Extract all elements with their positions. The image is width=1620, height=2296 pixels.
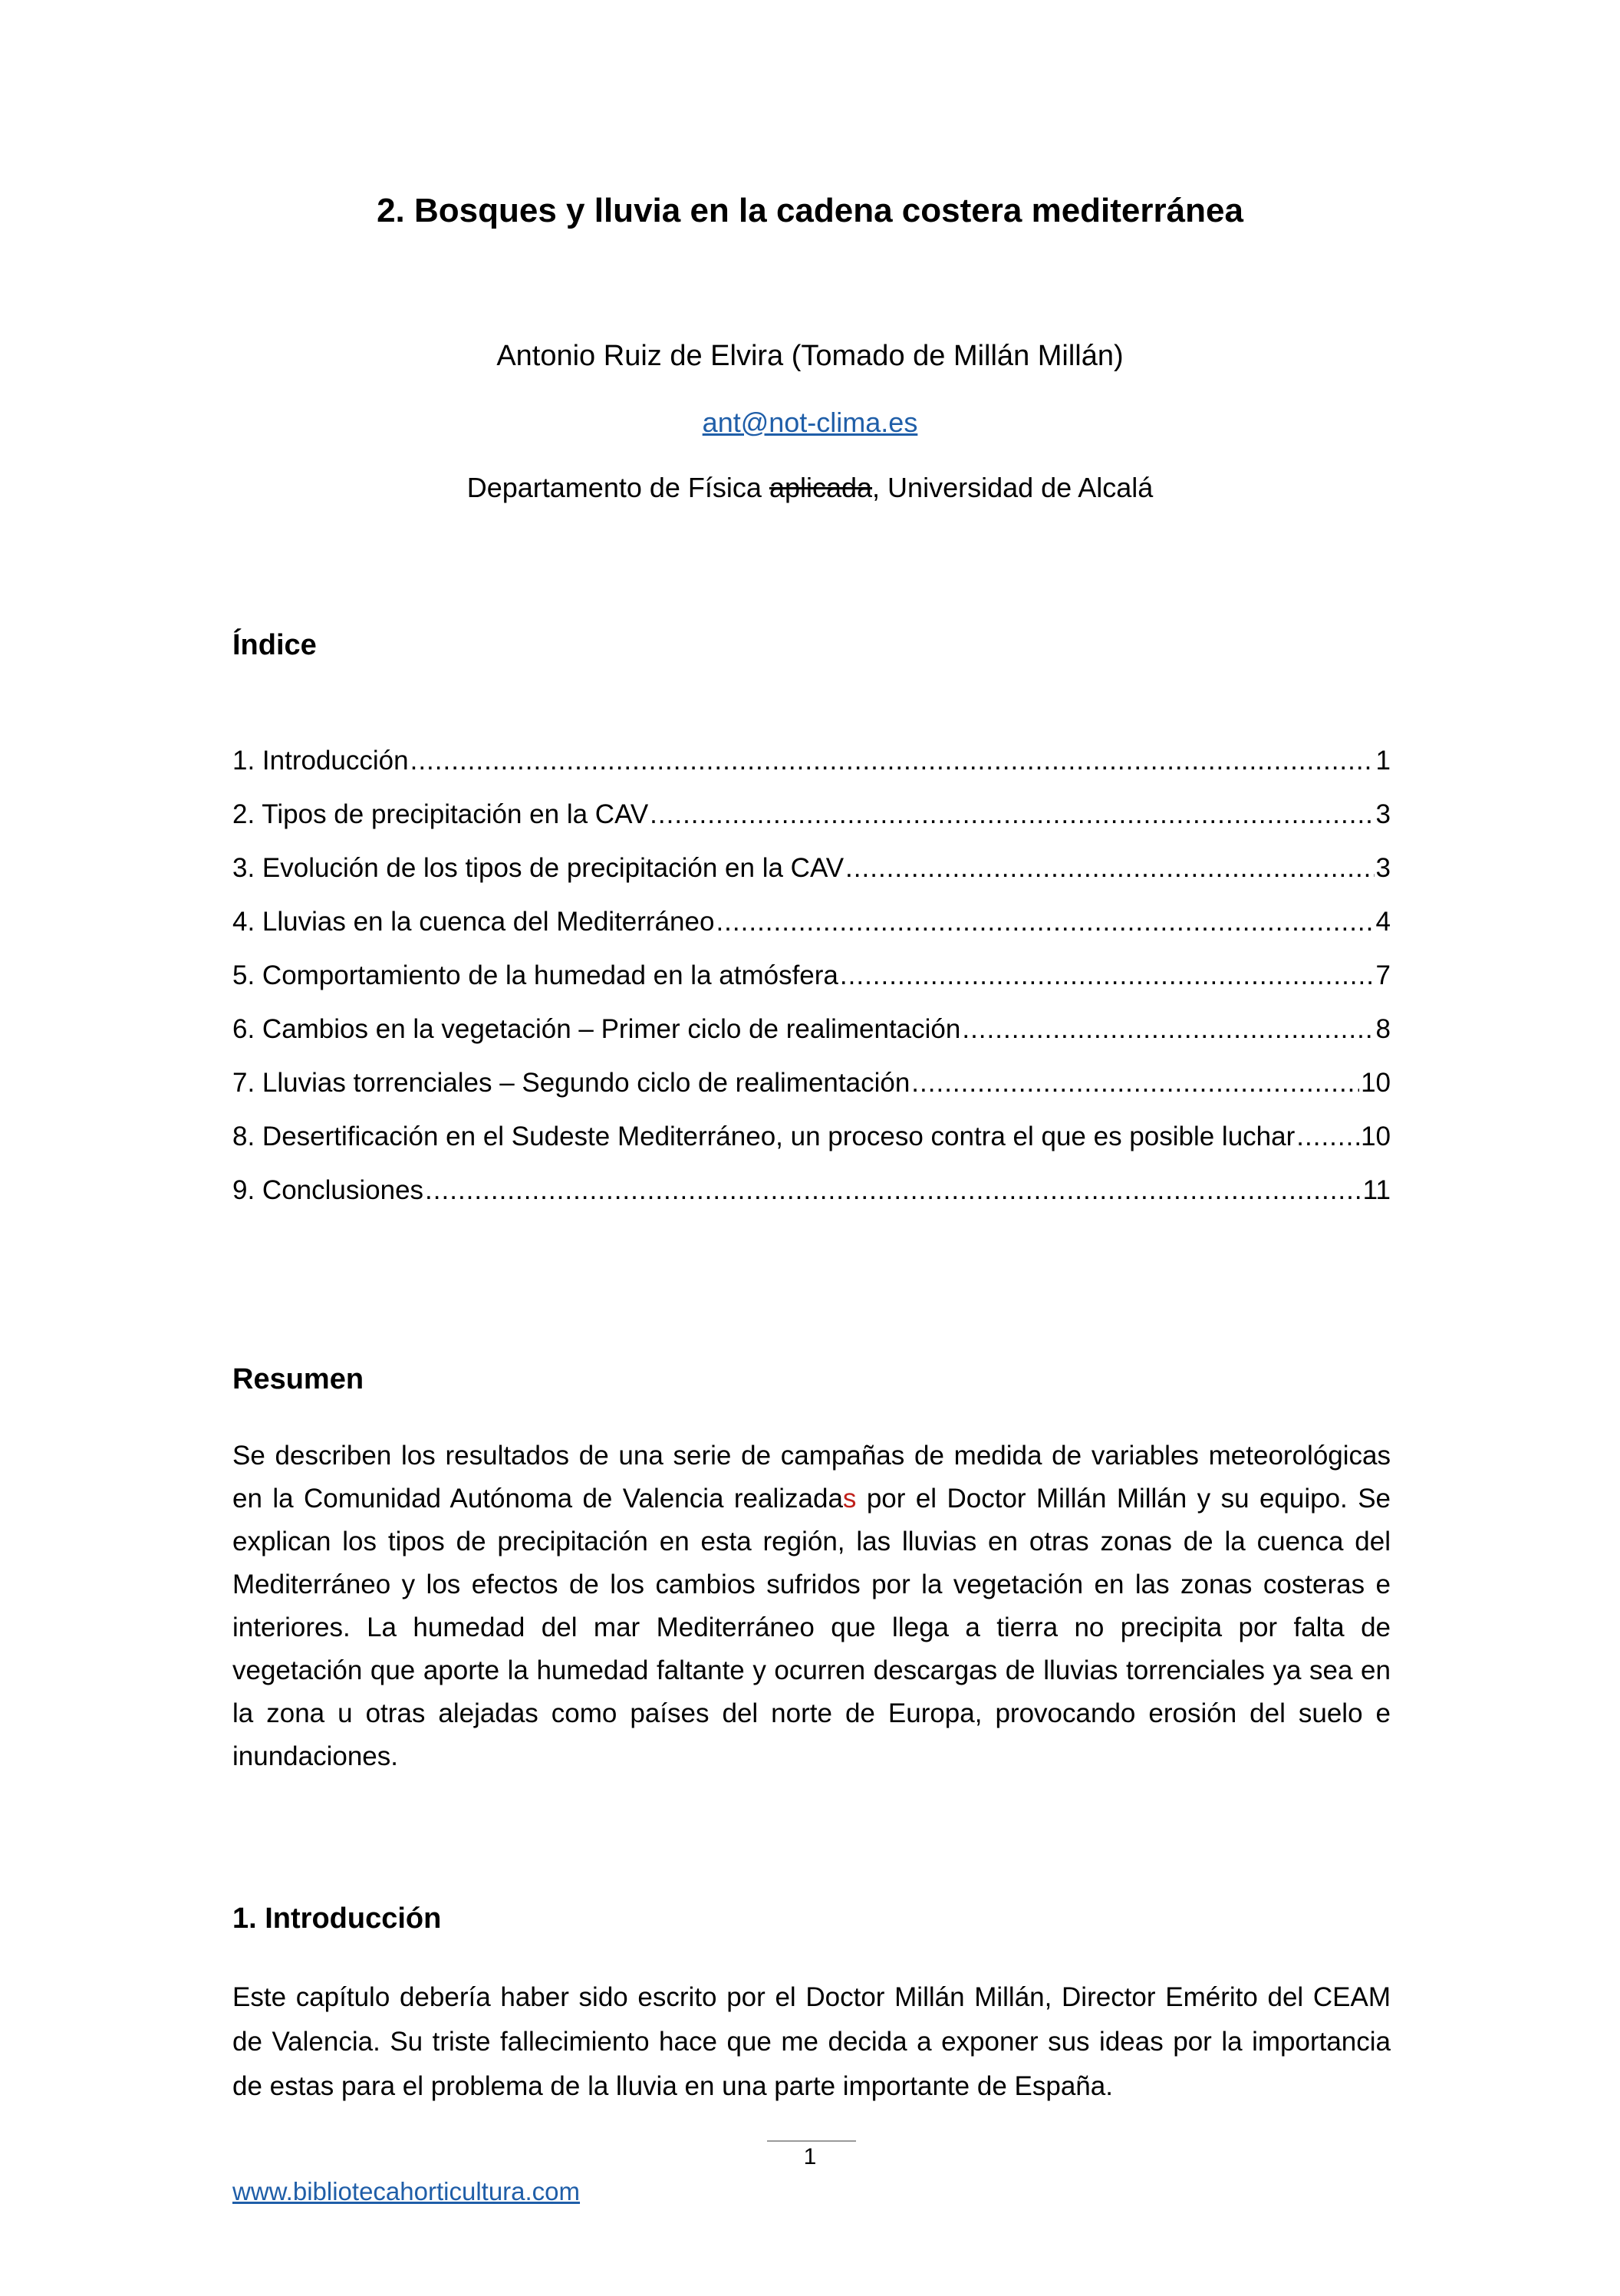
- resumen-text-end: por el Doctor Millán Millán y su equipo. Se explican los tipos de precipitación en esta región, las lluvias en otras zonas de la cuenca del Mediterráneo y los efectos de los cambios sufridos por la vegetación en las zonas costeras e interiores. La humedad del mar Mediterráneo que llega a tierra no precipita por falta de vegetación que aporte la humedad faltante y ocurren descargas de lluvias torrenciales ya sea en la zona u otras alejadas como países del norte de Europa, provocando erosión del suelo e inundaciones.: [232, 1484, 1391, 1771]
- toc-leader-dots: [845, 853, 1374, 884]
- intro-paragraph: Este capítulo debería haber sido escrito por el Doctor Millán Millán, Director Emérito del CEAM de Valencia. Su triste fallecimiento hace que me decida a exponer sus ideas por la importancia de estas para el problema de la lluvia en una parte importante de España.: [232, 1982, 1391, 2101]
- toc-leader-dots: [425, 1175, 1362, 1206]
- toc-entry-label: 9. Conclusiones: [232, 1175, 424, 1205]
- toc-entry-label: 8. Desertificación en el Sudeste Mediterráneo, un proceso contra el que es posible luchar: [232, 1122, 1296, 1151]
- footer-divider: [767, 2140, 856, 2142]
- toc-entry-page: 7: [1375, 960, 1391, 990]
- toc-entry-8[interactable]: [232, 1122, 1391, 1175]
- toc-entry-page: 3: [1375, 799, 1391, 829]
- toc-entry-label: 6. Cambios en la vegetación – Primer ciclo de realimentación: [232, 1014, 961, 1044]
- affiliation-struck-word: aplicada: [769, 472, 873, 503]
- toc-leader-dots: [650, 799, 1374, 830]
- toc-entry-7[interactable]: [232, 1068, 1391, 1122]
- affiliation-prefix: Departamento de Física: [466, 472, 769, 503]
- toc-leader-dots: [716, 907, 1374, 937]
- toc-leader-dots: [962, 1014, 1374, 1045]
- toc-entry-page: 3: [1375, 853, 1391, 883]
- resumen-paragraph: [232, 1435, 1391, 1778]
- toc-leader-dots: [840, 960, 1375, 991]
- toc-entry-2[interactable]: [232, 799, 1391, 853]
- toc-leader-dots: [410, 746, 1375, 776]
- affiliation-suffix: , Universidad de Alcalá: [872, 472, 1154, 503]
- author-email-link[interactable]: ant@not-clima.es: [702, 407, 918, 438]
- toc-entry-page: 4: [1375, 907, 1391, 937]
- toc-entry-1[interactable]: [232, 746, 1391, 799]
- table-of-contents: [232, 746, 1391, 1229]
- toc-entry-page: 1: [1375, 746, 1391, 776]
- toc-entry-9[interactable]: [232, 1175, 1391, 1229]
- affiliation-line: [0, 472, 1620, 504]
- toc-entry-3[interactable]: [232, 853, 1391, 907]
- resumen-text-start: Se describen los resultados de una serie de campañas de medida de variables meteorológicas en la Comunidad Autónoma de Valencia realizada: [232, 1441, 1391, 1514]
- resumen-red-letter: s: [842, 1484, 857, 1514]
- toc-leader-dots: [1296, 1122, 1359, 1152]
- toc-entry-page: 10: [1361, 1068, 1391, 1098]
- toc-entry-6[interactable]: [232, 1014, 1391, 1068]
- page-number: 1: [803, 2144, 817, 2169]
- toc-entry-4[interactable]: [232, 907, 1391, 960]
- toc-entry-label: 3. Evolución de los tipos de precipitación en la CAV: [232, 853, 845, 883]
- footer-website-link[interactable]: www.bibliotecahorticultura.com: [232, 2177, 581, 2205]
- author-line: Antonio Ruiz de Elvira (Tomado de Millán Millán): [496, 340, 1124, 372]
- toc-entry-label: 7. Lluvias torrenciales – Segundo ciclo de realimentación: [232, 1068, 910, 1098]
- toc-entry-label: 1. Introducción: [232, 746, 409, 776]
- document-title: 2. Bosques y lluvia en la cadena costera mediterránea: [377, 192, 1243, 229]
- index-heading: Índice: [232, 629, 317, 661]
- toc-entry-label: 4. Lluvias en la cuenca del Mediterráneo: [232, 907, 715, 937]
- toc-entry-label: 2. Tipos de precipitación en la CAV: [232, 799, 649, 829]
- toc-entry-page: 10: [1361, 1122, 1391, 1151]
- intro-heading: 1. Introducción: [232, 1902, 442, 1935]
- toc-leader-dots: [911, 1068, 1359, 1099]
- toc-entry-page: 8: [1375, 1014, 1391, 1044]
- toc-entry-page: 11: [1362, 1175, 1391, 1205]
- toc-entry-label: 5. Comportamiento de la humedad en la atmósfera: [232, 960, 838, 990]
- resumen-heading: Resumen: [232, 1363, 364, 1395]
- toc-entry-5[interactable]: [232, 960, 1391, 1014]
